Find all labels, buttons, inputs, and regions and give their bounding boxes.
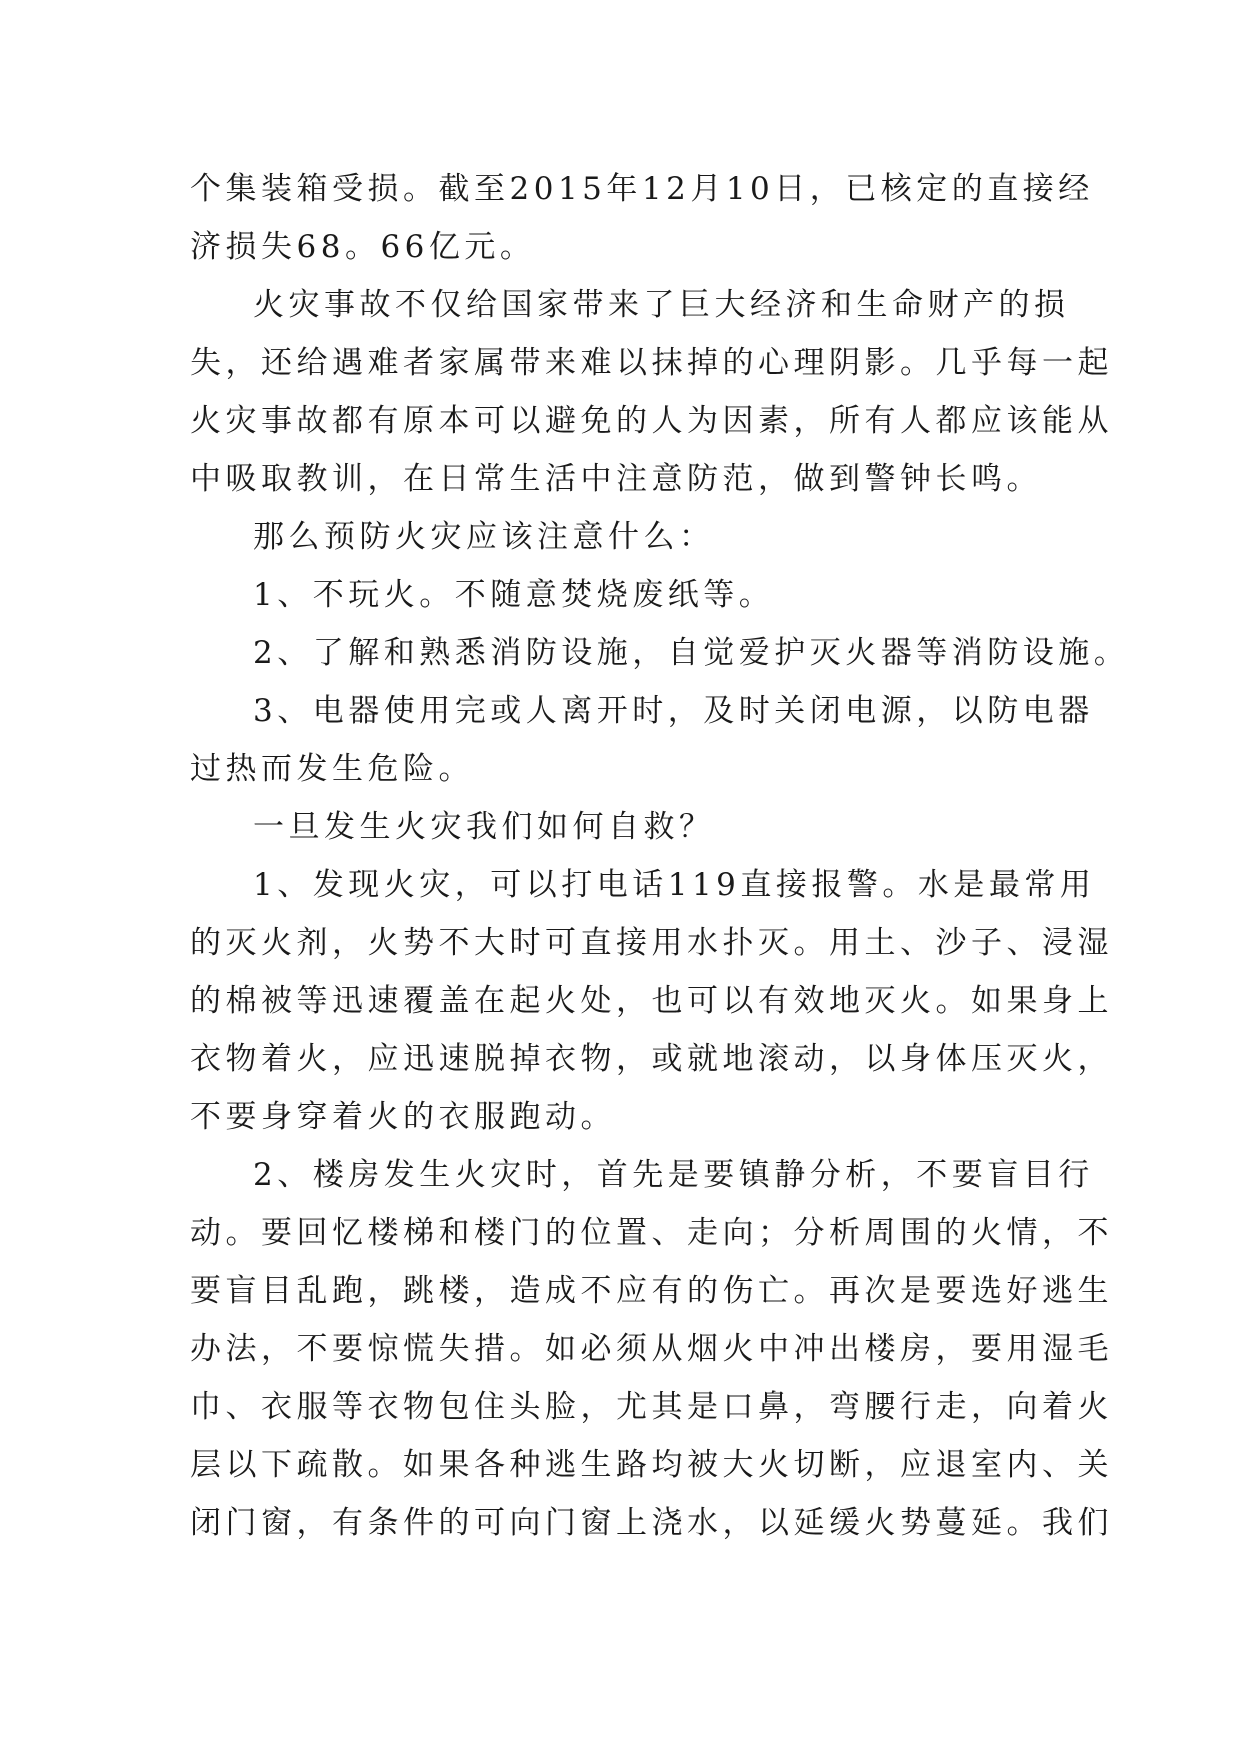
text-line: 失，还给遇难者家属带来难以抹掉的心理阴影。几乎每一起 (190, 345, 1113, 381)
text-line: 火灾事故都有原本可以避免的人为因素，所有人都应该能从 (190, 403, 1113, 439)
document-body (190, 160, 1130, 1552)
text-line: 3、电器使用完或人离开时，及时关闭电源，以防电器 (253, 693, 1094, 729)
text-line: 中吸取教训，在日常生活中注意防范，做到警钟长鸣。 (190, 461, 1042, 497)
text-line: 的灭火剂，火势不大时可直接用水扑灭。用土、沙子、浸湿 (190, 925, 1113, 961)
text-line: 闭门窗，有条件的可向门窗上浇水，以延缓火势蔓延。我们 (190, 1505, 1113, 1541)
text-line: 过热而发生危险。 (190, 751, 474, 787)
text-line: 1、不玩火。不随意焚烧废纸等。 (253, 577, 775, 613)
text-line: 不要身穿着火的衣服跑动。 (190, 1099, 616, 1135)
text-line: 的棉被等迅速覆盖在起火处，也可以有效地灭火。如果身上 (190, 983, 1113, 1019)
text-line: 个集装箱受损。截至2015年12月10日，已核定的直接经 (190, 171, 1094, 207)
text-line: 衣物着火，应迅速脱掉衣物，或就地滚动，以身体压灭火， (190, 1041, 1113, 1077)
text-line: 2、楼房发生火灾时，首先是要镇静分析，不要盲目行 (253, 1157, 1094, 1193)
text-line: 动。要回忆楼梯和楼门的位置、走向；分析周围的火情，不 (190, 1215, 1113, 1251)
text-line: 那么预防火灾应该注意什么： (253, 519, 715, 555)
text-line: 1、发现火灾，可以打电话119直接报警。水是最常用 (253, 867, 1096, 903)
text-line: 一旦发生火灾我们如何自救？ (253, 809, 715, 845)
text-line: 2、了解和熟悉消防设施，自觉爱护灭火器等消防设施。 (253, 635, 1130, 671)
text-line: 济损失68。66亿元。 (190, 229, 536, 265)
text-line: 办法，不要惊慌失措。如必须从烟火中冲出楼房，要用湿毛 (190, 1331, 1113, 1367)
text-line: 巾、衣服等衣物包住头脸，尤其是口鼻，弯腰行走，向着火 (190, 1389, 1113, 1425)
text-line: 火灾事故不仅给国家带来了巨大经济和生命财产的损 (253, 287, 1070, 323)
text-line: 要盲目乱跑，跳楼，造成不应有的伤亡。再次是要选好逃生 (190, 1273, 1113, 1309)
text-line: 层以下疏散。如果各种逃生路均被大火切断，应退室内、关 (190, 1447, 1113, 1483)
